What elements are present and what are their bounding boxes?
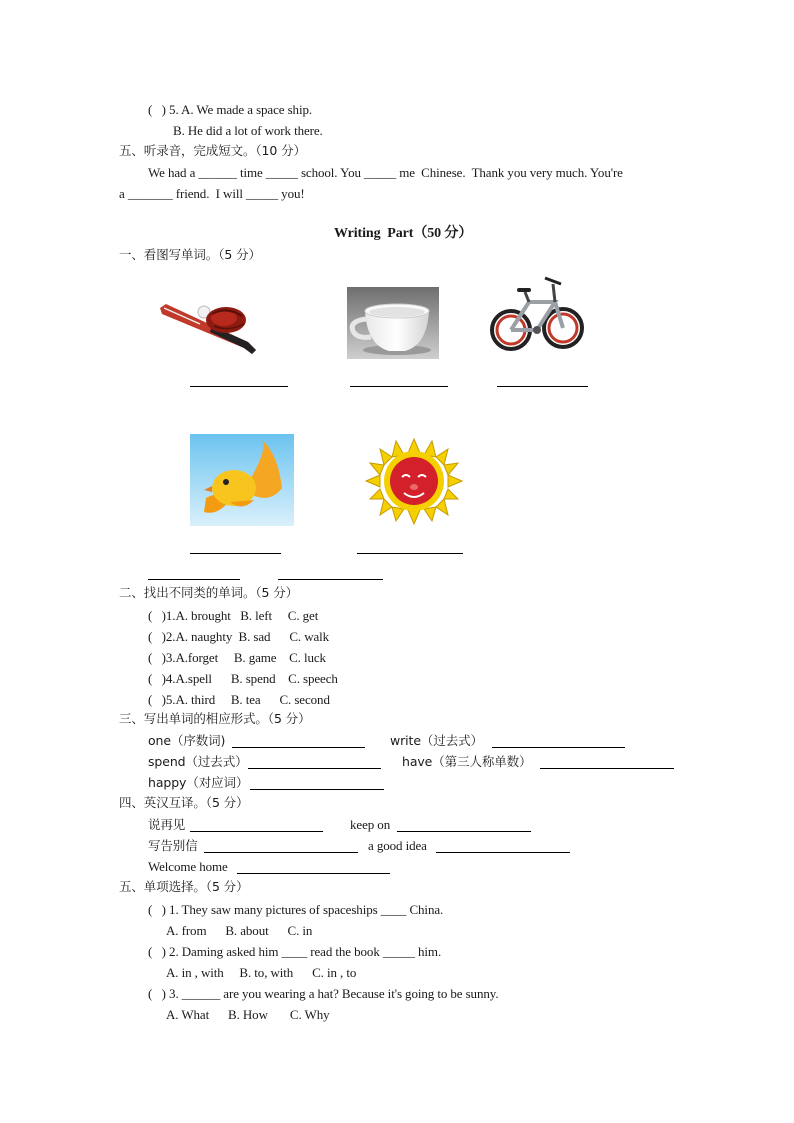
word-form-one-label: one（序数词) bbox=[148, 733, 226, 748]
answer-line-sun[interactable] bbox=[357, 553, 463, 554]
choice-q2-options: A. in , with B. to, with C. in , to bbox=[166, 965, 357, 980]
cup-picture bbox=[347, 287, 439, 359]
bird-picture bbox=[190, 434, 294, 526]
writing-section5-title: 五、单项选择。（5 分） bbox=[119, 879, 249, 894]
baseball-bat-picture bbox=[160, 290, 260, 358]
writing-section1-title: 一、看图写单词。（5 分） bbox=[119, 247, 261, 262]
choice-q3-options: A. What B. How C. Why bbox=[166, 1007, 330, 1022]
answer-line-extra-1[interactable] bbox=[148, 579, 240, 580]
odd-one-out-item: ( )1.A. brought B. left C. get bbox=[148, 608, 319, 623]
translate-letter-blank[interactable] bbox=[204, 852, 358, 853]
translate-keep-on-blank[interactable] bbox=[397, 831, 531, 832]
listening-q5-option-a: ( ) 5. A. We made a space ship. bbox=[148, 102, 313, 117]
translate-goodbye-label: 说再见 bbox=[148, 817, 186, 832]
word-form-have-label: have（第三人称单数） bbox=[402, 754, 532, 769]
listening-paragraph-line1: We had a ______ time _____ school. You _____ me Chinese. Thank you very much. You're bbox=[148, 165, 623, 180]
listening-paragraph-line2: a _______ friend. I will _____ you! bbox=[119, 186, 305, 201]
listening-q5-option-b: B. He did a lot of work there. bbox=[173, 123, 323, 138]
word-form-write-blank[interactable] bbox=[492, 747, 625, 748]
translate-letter-label: 写告别信 bbox=[148, 838, 198, 853]
word-form-spend-label: spend（过去式） bbox=[148, 754, 248, 769]
answer-line-bat[interactable] bbox=[190, 386, 288, 387]
choice-q1-options: A. from B. about C. in bbox=[166, 923, 313, 938]
answer-line-extra-2[interactable] bbox=[278, 579, 383, 580]
word-form-happy-blank[interactable] bbox=[250, 789, 384, 790]
bicycle-picture bbox=[489, 268, 584, 360]
choice-q1: ( ) 1. They saw many pictures of spaceships ____ China. bbox=[148, 902, 444, 917]
word-form-one-blank[interactable] bbox=[232, 747, 365, 748]
odd-one-out-item: ( )5.A. third B. tea C. second bbox=[148, 692, 330, 707]
writing-section4-title: 四、英汉互译。（5 分） bbox=[119, 795, 249, 810]
translate-welcome-home-label: Welcome home bbox=[148, 859, 228, 874]
word-form-happy-label: happy（对应词） bbox=[148, 775, 249, 790]
writing-section2-title: 二、找出不同类的单词。（5 分） bbox=[119, 585, 299, 600]
word-form-have-blank[interactable] bbox=[540, 768, 674, 769]
odd-one-out-item: ( )4.A.spell B. spend C. speech bbox=[148, 671, 338, 686]
writing-part-title: Writing Part（50 分） bbox=[334, 226, 473, 241]
translate-welcome-home-blank[interactable] bbox=[237, 873, 390, 874]
writing-section3-title: 三、写出单词的相应形式。（5 分） bbox=[119, 711, 311, 726]
odd-one-out-item: ( )3.A.forget B. game C. luck bbox=[148, 650, 326, 665]
translate-keep-on-label: keep on bbox=[350, 817, 391, 832]
translate-good-idea-label: a good idea bbox=[368, 838, 427, 853]
answer-line-bicycle[interactable] bbox=[497, 386, 588, 387]
choice-q3: ( ) 3. ______ are you wearing a hat? Because it's going to be sunny. bbox=[148, 986, 499, 1001]
translate-goodbye-blank[interactable] bbox=[190, 831, 323, 832]
translate-good-idea-blank[interactable] bbox=[436, 852, 570, 853]
sun-picture bbox=[362, 437, 467, 526]
listening-section5-title: 五、听录音，完成短文。（10 分） bbox=[119, 143, 306, 158]
answer-line-bird[interactable] bbox=[190, 553, 281, 554]
answer-line-cup[interactable] bbox=[350, 386, 448, 387]
choice-q2: ( ) 2. Daming asked him ____ read the book _____ him. bbox=[148, 944, 442, 959]
odd-one-out-item: ( )2.A. naughty B. sad C. walk bbox=[148, 629, 330, 644]
word-form-spend-blank[interactable] bbox=[248, 768, 381, 769]
word-form-write-label: write（过去式） bbox=[390, 733, 483, 748]
